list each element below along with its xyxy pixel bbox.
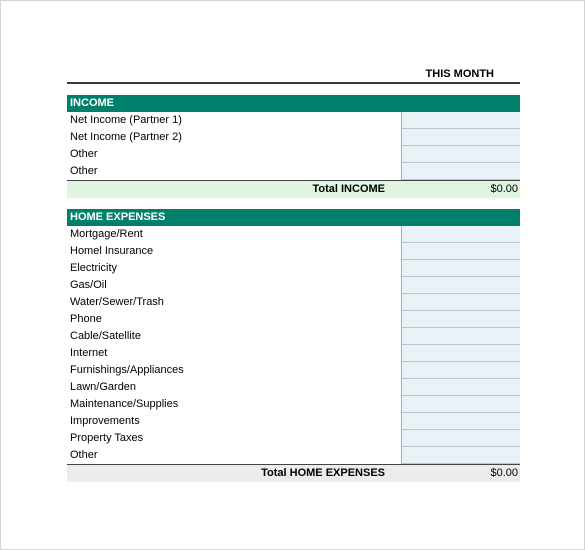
amount-input-cell[interactable] <box>401 328 520 345</box>
table-row <box>67 146 520 163</box>
income-rows <box>67 112 520 180</box>
row-label: Phone <box>70 313 102 325</box>
home-expenses-section <box>67 209 520 482</box>
income-total-row <box>67 180 520 198</box>
table-row <box>67 379 520 396</box>
row-label: Net Income (Partner 1) <box>70 114 182 126</box>
row-label: Net Income (Partner 2) <box>70 131 182 143</box>
income-total-label: Total INCOME <box>312 183 385 195</box>
table-row <box>67 396 520 413</box>
income-total-value: $0.00 <box>490 183 518 195</box>
table-row <box>67 345 520 362</box>
row-label: Other <box>70 449 98 461</box>
table-row <box>67 226 520 243</box>
table-row <box>67 260 520 277</box>
amount-input-cell[interactable] <box>401 163 520 180</box>
row-label: Other <box>70 148 98 160</box>
row-label: Internet <box>70 347 108 359</box>
table-row <box>67 311 520 328</box>
amount-input-cell[interactable] <box>401 413 520 430</box>
amount-input-cell[interactable] <box>401 345 520 362</box>
row-label: Lawn/Garden <box>70 381 137 393</box>
home-expenses-total-label: Total HOME EXPENSES <box>261 467 385 479</box>
amount-input-cell[interactable] <box>401 362 520 379</box>
row-label: Maintenance/Supplies <box>70 398 179 410</box>
home-expenses-rows <box>67 226 520 464</box>
table-row <box>67 243 520 260</box>
month-column-header <box>67 68 520 84</box>
amount-input-cell[interactable] <box>401 112 520 129</box>
amount-input-cell[interactable] <box>401 146 520 163</box>
row-label: Gas/Oil <box>70 279 107 291</box>
row-label: Property Taxes <box>70 432 144 444</box>
income-section <box>67 95 520 198</box>
amount-input-cell[interactable] <box>401 430 520 447</box>
table-row <box>67 413 520 430</box>
row-label: Other <box>70 165 98 177</box>
table-row <box>67 163 520 180</box>
table-row <box>67 294 520 311</box>
amount-input-cell[interactable] <box>401 243 520 260</box>
row-label: Furnishings/Appliances <box>70 364 184 376</box>
row-label: Cable/Satellite <box>70 330 141 342</box>
amount-input-cell[interactable] <box>401 311 520 328</box>
row-label: Homel Insurance <box>70 245 154 257</box>
income-section-title: INCOME <box>67 95 520 112</box>
table-row <box>67 129 520 146</box>
row-label: Mortgage/Rent <box>70 228 143 240</box>
month-label: THIS MONTH <box>425 68 494 80</box>
table-row <box>67 447 520 464</box>
row-label: Water/Sewer/Trash <box>70 296 164 308</box>
row-label: Improvements <box>70 415 140 427</box>
table-row <box>67 328 520 345</box>
amount-input-cell[interactable] <box>401 294 520 311</box>
home-expenses-total-value: $0.00 <box>490 467 518 479</box>
home-expenses-total-row <box>67 464 520 482</box>
amount-input-cell[interactable] <box>401 260 520 277</box>
amount-input-cell[interactable] <box>401 447 520 464</box>
amount-input-cell[interactable] <box>401 396 520 413</box>
table-row <box>67 112 520 129</box>
amount-input-cell[interactable] <box>401 129 520 146</box>
row-label: Electricity <box>70 262 118 274</box>
table-row <box>67 277 520 294</box>
home-expenses-section-title: HOME EXPENSES <box>67 209 520 226</box>
amount-input-cell[interactable] <box>401 277 520 294</box>
table-row <box>67 362 520 379</box>
table-row <box>67 430 520 447</box>
amount-input-cell[interactable] <box>401 226 520 243</box>
amount-input-cell[interactable] <box>401 379 520 396</box>
